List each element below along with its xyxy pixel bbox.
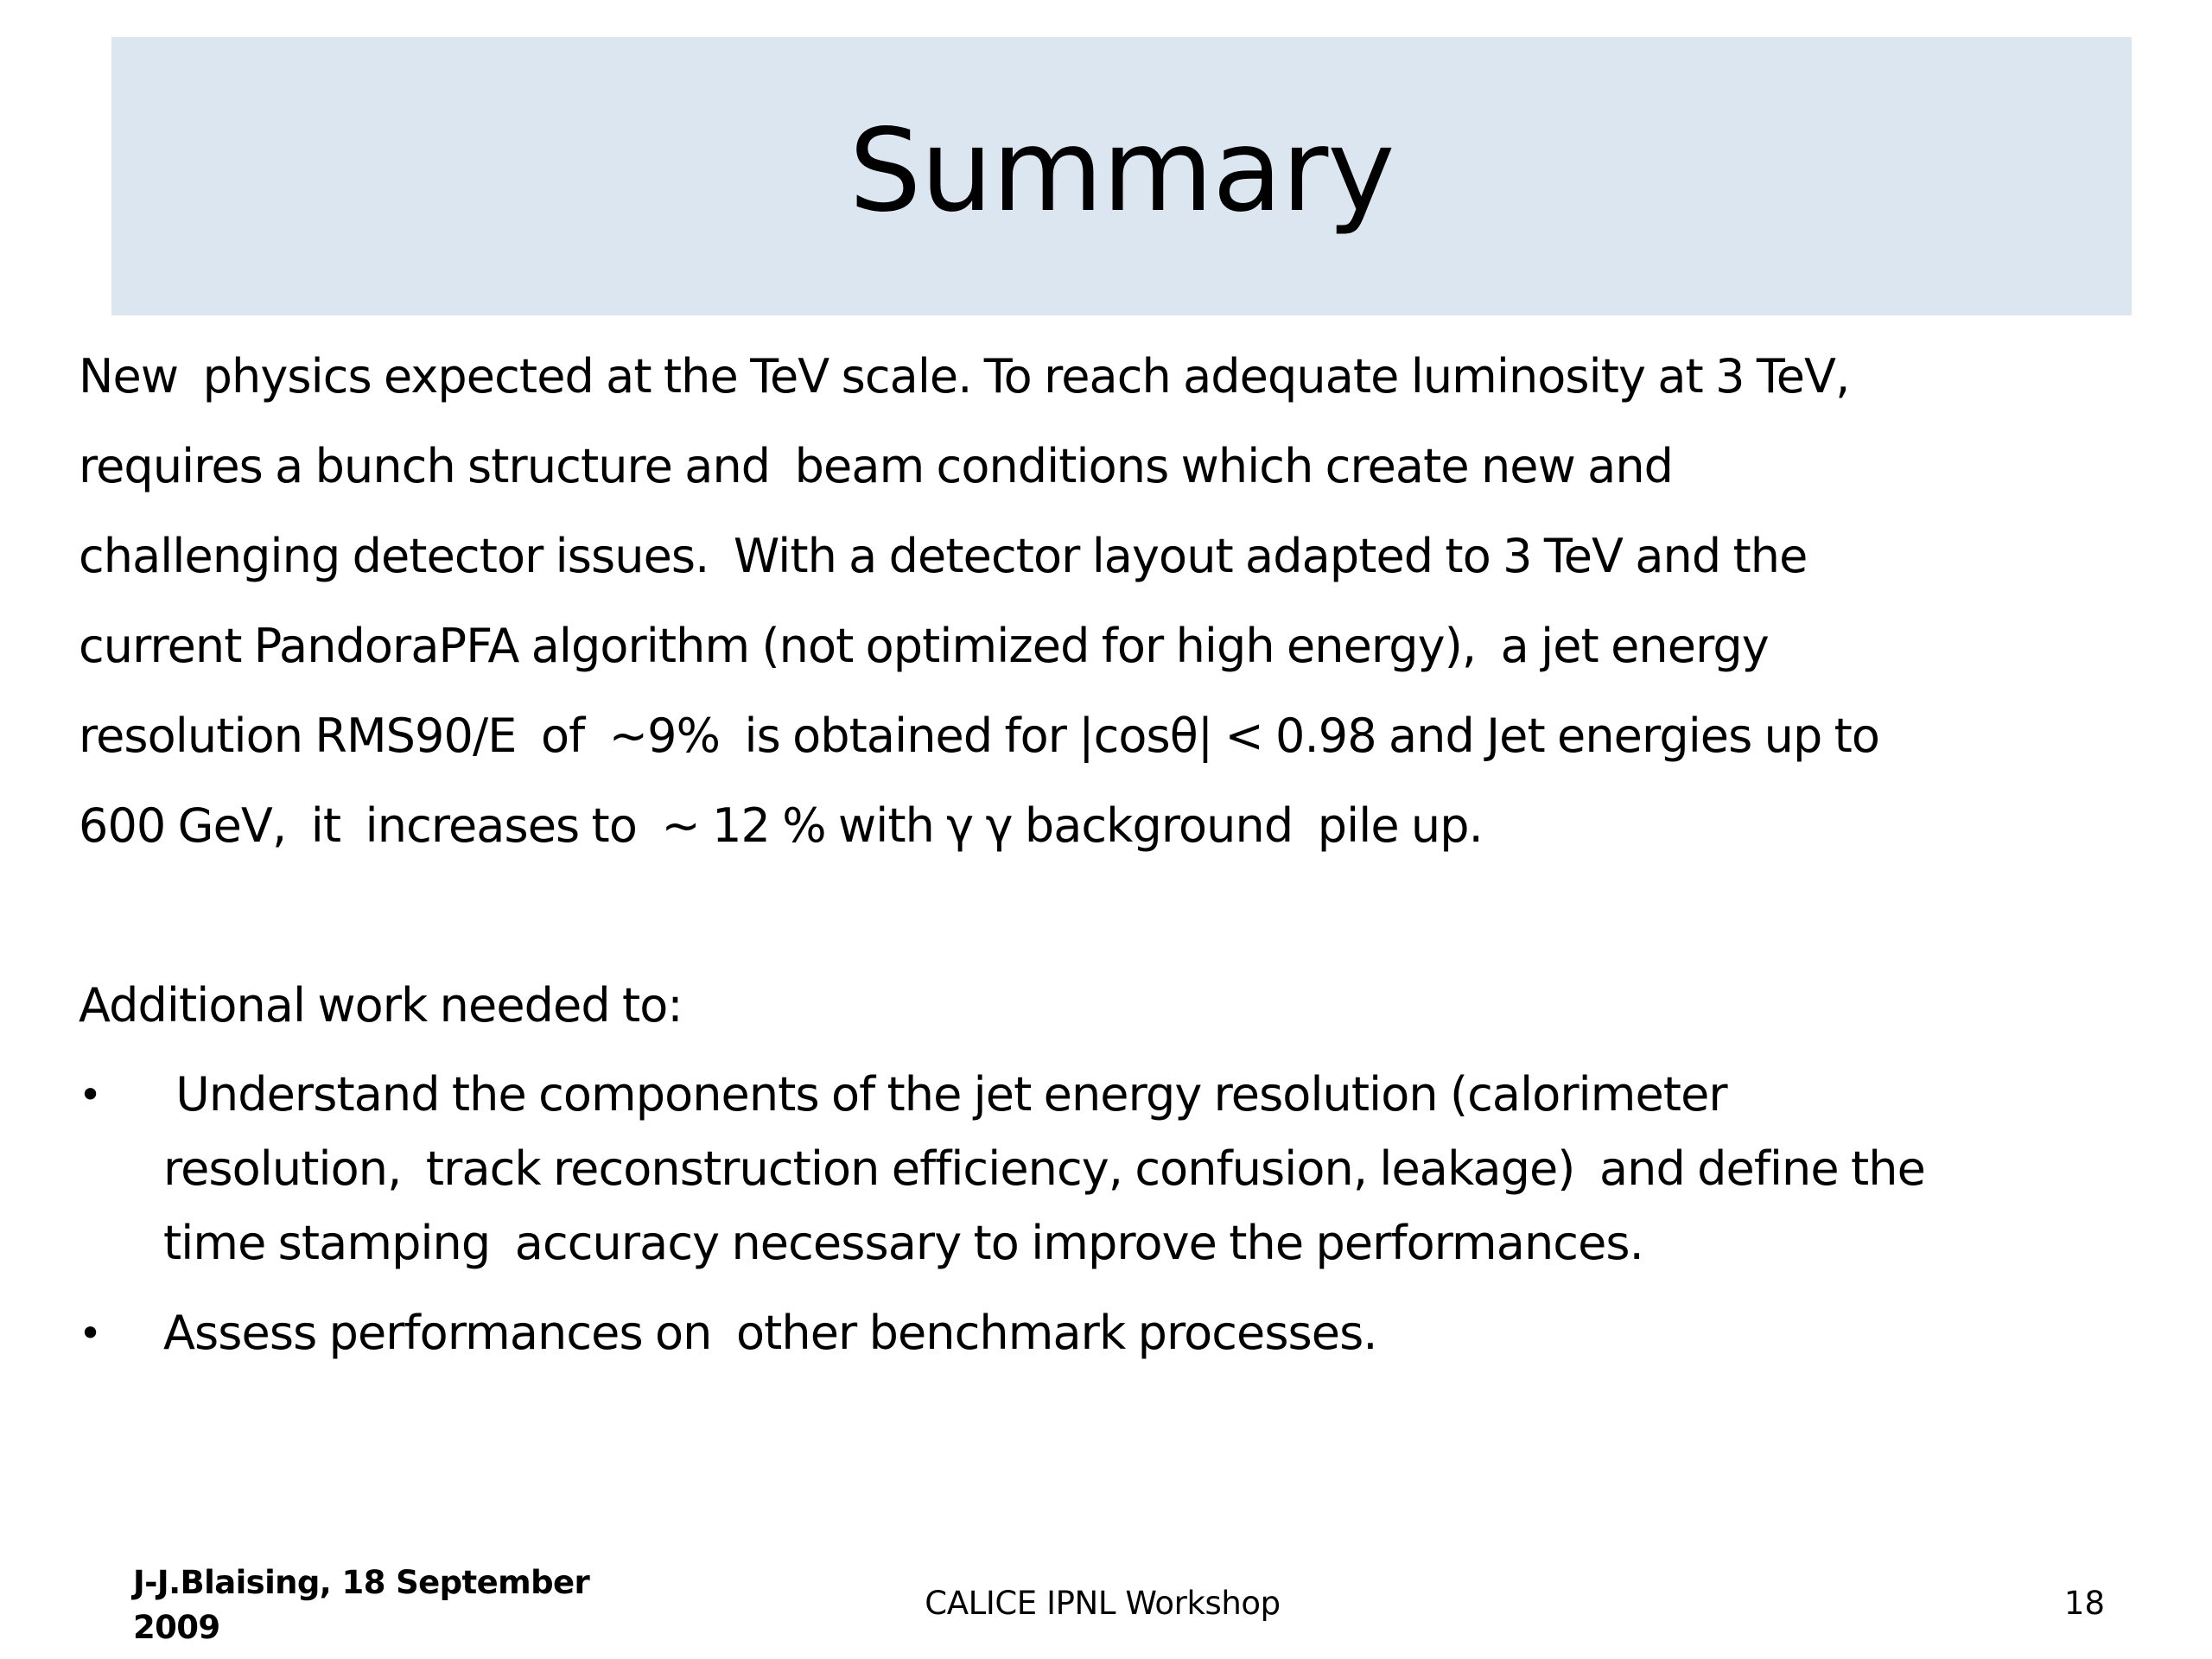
additional-work-heading: Additional work needed to: (79, 978, 683, 1033)
paragraph-line: requires a bunch structure and beam conditions which create new and (79, 439, 1674, 493)
paragraph-line: New physics expected at the TeV scale. To reach adequate luminosity at 3 TeV, (79, 349, 1850, 404)
slide-title: Summary (849, 105, 1395, 238)
footer-event-label: CALICE IPNL Workshop (925, 1585, 1281, 1622)
slide-number: 18 (2063, 1585, 2105, 1622)
slide-body (79, 332, 2152, 1370)
summary-paragraph (79, 332, 2152, 871)
bullet-line: Understand the components of the jet energy resolution (calorimeter (163, 1067, 1727, 1122)
paragraph-line: 600 GeV, it increases to ~ 12 % with γ γ background pile up. (79, 798, 1483, 853)
footer-event (0, 1585, 2212, 1622)
paragraph-line: current PandoraPFA algorithm (not optimized for high energy), a jet energy (79, 619, 1769, 673)
bullet-line: Assess performances on other benchmark processes. (163, 1306, 1377, 1360)
bullet-list (79, 1058, 2152, 1370)
paragraph-line: challenging detector issues. With a detector layout adapted to 3 TeV and the (79, 529, 1808, 583)
paragraph-spacer (79, 871, 2152, 961)
bullet-marker: • (79, 1071, 102, 1118)
footer-author-line: J-J.Blaising, 18 September (133, 1564, 590, 1601)
bullet-line: resolution, track reconstruction efficiency, confusion, leakage) and define the (163, 1141, 1925, 1196)
title-band (111, 37, 2132, 315)
bullet-line: time stamping accuracy necessary to improve the performances. (163, 1216, 1643, 1270)
bullet-item (79, 1296, 2152, 1370)
paragraph-line: resolution RMS90/E of ~9% is obtained for |cosθ| < 0.98 and Jet energies up to (79, 709, 1880, 763)
bullet-item (79, 1058, 2152, 1281)
bullet-marker: • (79, 1310, 102, 1357)
footer-author-line: 2009 (133, 1609, 220, 1646)
